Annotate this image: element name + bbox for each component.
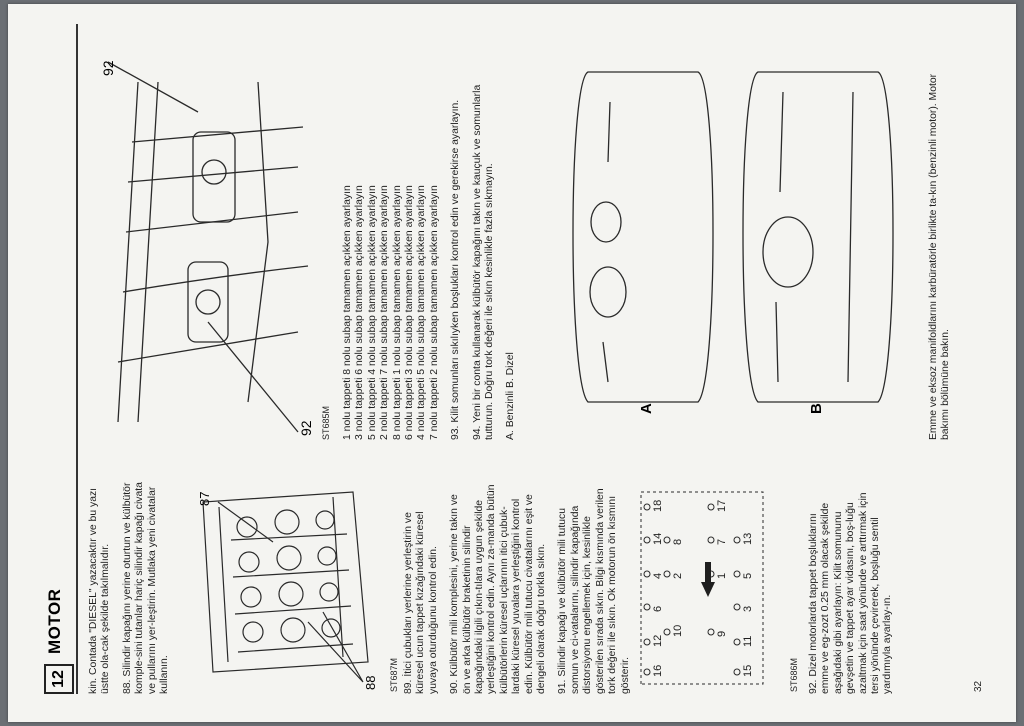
bolt-position-icon [734,604,740,610]
column-left-bottom [403,482,641,694]
page-header [36,34,76,694]
bolt-position-icon [644,504,650,510]
figure-cylinder-head [183,482,383,692]
bolt-position-icon [734,639,740,645]
bolt-sequence-number: 14 [652,532,664,545]
bolt-position-icon [708,537,714,543]
list-item: 8 nolu tappeti 1 nolu subap tamamen açıkken ayarlayın [391,185,403,440]
variant-label-b: B [808,403,825,414]
bolt-sequence-number: 11 [742,635,754,647]
bolt-position-icon [664,537,670,543]
bolt-position-icon [734,571,740,577]
column-left-end [808,482,904,694]
chapter-number-box: 12 [44,664,74,694]
paragraph-94: 94. Yeni bir conta kullanarak külbütör kapağını takın ve kauçuk ve somunlarla tutturun. Doğru tork değeri ile sıkın kesinlikle fazla sıkmayın. [471,84,496,440]
header-rule [76,24,78,694]
paragraph-92: 92. Dizel motorlarda tappet boşluklarını emme ve eg-zozt 0.25 mm olacak şekilde aşağıdaki gibi ayarlayın: Kilit somununu gevşetin ve tappet ayar vidasını, boş-luğu azaltmak için saat yönünde ve arttırmak için tersi yönünde çevirerek, boşluğu sentil yardımıyla ayarlay-ın. [808,492,894,694]
closing-note [928,60,962,440]
list-item: 3 nolu tappeti 6 nolu subap tamamen açıkken ayarlayın [354,185,366,440]
bolt-sequence-number: 17 [716,499,728,512]
list-item: 4 nolu tappeti 5 nolu subap tamamen açıkken ayarlayın [416,185,428,440]
section-title: MOTOR [45,588,64,654]
bolt-position-icon [644,571,650,577]
tappet-adjust-list [342,60,441,440]
bolt-position-icon [664,629,670,635]
bolt-sequence-number: 7 [716,538,728,545]
paragraph-90: 90. Külbütör mili komplesini, yerine takın ve ön ve arka külbütör braketinin silindir kapağındaki ilgili çıkın-tılara uygun şekilde yerleştiğini kontrol edin. Aynı za-manda bütün külbütörlerin küresel uçlarının itici çubuk-lardaki küresel yuvalara yerleştiğini kontrol edin. Külbütör mili tutucu civatalarını eşit ve dengeli olarak doğru torkla sıkın. [449,484,548,694]
figure-tappet-adjust [98,52,318,442]
bolt-sequence-number: 6 [652,605,664,612]
bolt-sequence-number: 13 [742,532,754,545]
paragraph-88: 88. Silindir kapağını yerine oturtun ve külbütör komple-sini tutanlar hariç silindir kapağı civata ve pullarını yer-leştirin. Mutlaka yeni civatalar kullanın. [121,482,171,694]
figure-callout-87: 87 [197,491,212,506]
bolt-position-icon [644,639,650,645]
bolt-sequence-number: 1 [716,572,728,579]
bolt-sequence-number: 3 [742,605,754,612]
figure-code-st686m: ST686M [789,657,799,692]
torque-sequence-diagram [633,484,783,692]
bolt-position-icon [644,537,650,543]
bolt-sequence-number: 15 [742,664,754,677]
figure-rocker-covers [548,62,918,422]
column-left-top [88,482,180,694]
list-item: 2 nolu tappeti 7 nolu subap tamamen açıkken ayarlayın [379,185,391,440]
rotated-page-content [8,4,1016,722]
variant-label-a: A [638,403,655,414]
bolt-position-icon [664,571,670,577]
document-page [8,4,1016,722]
figure-code-st685m: ST685M [321,405,331,440]
figure-callout-92-right: 92 [100,60,116,76]
bolt-sequence-number: 10 [672,624,684,637]
rocker-covers-drawing [548,62,918,422]
engine-variants: A. Benzinli B. Dizel [505,352,517,440]
paragraph-intro: kin. Contada "DIESEL" yazacaktır ve bu yazı üstte ola-cak şekilde takılmalıdır. [88,487,112,694]
paragraph-91: 91. Silindir kapağı ve külbütör mili tutucu somun ve ci-vatalarını, silindir kapağında distorsiyonu engellemek için, kesinlikle gösterilen sırada sıkın. Bilgi kısmında verilen tork değeri ile sıkın. Ok motorun ön kısmını gösterir. [557,488,631,694]
bolt-position-icon [734,537,740,543]
paragraph-manifold: Emme ve eksoz manifoldlarını karbüratörle birlikte ta-kın (benzinli motor). Motor bakımı bölümüne bakın. [928,73,952,440]
list-item: 6 nolu tappeti 3 nolu subap tamamen açıkken ayarlayın [404,185,416,440]
bolt-position-icon [644,604,650,610]
bolt-sequence-number: 2 [672,572,684,579]
bolt-sequence-number: 8 [672,538,684,545]
bolt-sequence-number: 18 [652,499,664,512]
bolt-sequence-number: 16 [652,664,664,677]
figure-code-st687m: ST687M [389,657,399,692]
list-item: 5 nolu tappeti 4 nolu subap tamamen açıkken ayarlayın [366,185,378,440]
column-right-text [342,60,527,440]
torque-sequence-drawing [633,484,783,692]
cylinder-head-drawing [183,482,383,692]
tappet-adjust-drawing [98,52,318,442]
bolt-position-icon [734,669,740,675]
list-item: 1 nolu tappeti 8 nolu subap tamamen açıkken ayarlayın [342,185,353,440]
list-item: 7 nolu tappeti 2 nolu subap tamamen açıkken ayarlayın [428,185,440,440]
bolt-sequence-number: 4 [652,572,664,579]
paragraph-93: 93. Kilit somunları sıkılıyken boşlukları kontrol edin ve gerekirse ayarlayın. [450,99,462,440]
bolt-position-icon [708,629,714,635]
bolt-sequence-number: 12 [652,634,664,647]
bolt-position-icon [708,504,714,510]
bolt-position-icon [644,669,650,675]
figure-callout-92-left: 92 [298,420,314,436]
bolt-sequence-number: 5 [742,572,754,579]
bolt-sequence-number: 9 [716,630,728,637]
front-arrow-icon [701,562,715,597]
paragraph-89: 89. İtici çubukları yerlerine yerleştirin ve küresel ucun tappet kızağındaki küresel yuvaya oturduğunu kontrol edin. [403,511,439,694]
page-number: 32 [973,680,984,692]
figure-callout-88: 88 [363,675,378,690]
